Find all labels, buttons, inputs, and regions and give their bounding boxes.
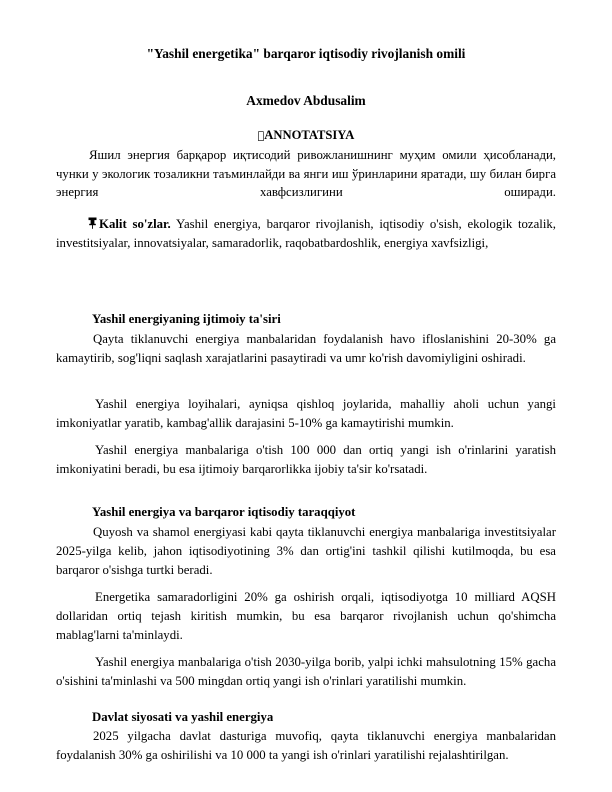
annotation-heading xyxy=(60,128,552,143)
section-heading: Yashil energiyaning ijtimoiy ta'siri xyxy=(92,312,281,326)
pushpin-icon xyxy=(88,217,97,229)
section-heading: Yashil energiya va barqaror iqtisodiy taraqqiyot xyxy=(92,505,356,519)
keywords-paragraph xyxy=(56,215,556,253)
document-title: "Yashil energetika" barqaror iqtisodiy rivojlanish omili xyxy=(146,46,466,61)
section-paragraph: Qayta tiklanuvchi energiya manbalaridan foydalanish havo ifloslanishini 20-30% ga kamaytirib, sog'liqni saqlash xarajatlarini pasaytiradi va umr ko'rish davomiyligini oshiradi. xyxy=(56,332,556,365)
section-paragraph: 2025 yilgacha davlat dasturiga muvofiq, qayta tiklanuvchi energiya manbalaridan foydalanish 30% ga oshirilishi va 10 000 ta yangi ish o'rinlari yaratilishi rejalashtirilgan. xyxy=(56,729,556,762)
section-paragraph: Yashil energiya manbalariga o'tish 100 000 dan ortiq yangi ish o'rinlarini yaratish imkoniyatini beradi, bu esa ijtimoiy barqarorlikka ijobiy ta'sir ko'rsatadi. xyxy=(56,443,556,476)
section-paragraph: Energetika samaradorligini 20% ga oshirish orqali, iqtisodiyotga 10 milliard AQSH dollaridan ortiq tejash kiritish mumkin, bu esa barqaror rivojlanish uchun qo'shimcha mablag'larni ta'minlaydi. xyxy=(56,590,556,642)
section-paragraph: Yashil energiya loyihalari, ayniqsa qishloq joylarida, mahalliy aholi uchun yangi imkoniyatlar yaratib, kambag'allik darajasini 5-10% ga kamaytirishi mumkin. xyxy=(56,397,556,430)
section-paragraph: Quyosh va shamol energiyasi kabi qayta tiklanuvchi energiya manbalariga investitsiyalar 2025-yilga kelib, jahon iqtisodiyotining 3% dan ortig'ini tashkil qilishi kutilmoqda, bu esa barqaror o'sishga turtki beradi. xyxy=(56,525,556,577)
section-paragraph: Yashil energiya manbalariga o'tish 2030-yilga borib, yalpi ichki mahsulotning 15% gacha o'sishini ta'minlashi va 500 mingdan ortiq yangi ish o'rinlari yaratilishi mumkin. xyxy=(56,655,556,688)
author-name: Axmedov Abdusalim xyxy=(246,93,366,108)
keywords-text: Yashil energiya, barqaror rivojlanish, iqtisodiy o'sish, ekologik tozalik, investitsiyalar, innovatsiyalar, samaradorlik, raqobatbardoshlik, energiya xavfsizligi, xyxy=(56,217,556,250)
annotation-text: Яшил энергия барқарор иқтисодий ривожланишнинг муҳим омили ҳисобланади, чунки у экологик тозаликни таъминлайди ва янги иш ўринларини яратади, шу билан бирга энергия хавфсизлигини оширади. xyxy=(56,148,556,199)
annotation-heading-text: ANNOTATSIYA xyxy=(260,128,352,142)
section-heading: Davlat siyosati va yashil energiya xyxy=(92,710,274,724)
keywords-label: Kalit so'zlar. xyxy=(99,217,171,231)
